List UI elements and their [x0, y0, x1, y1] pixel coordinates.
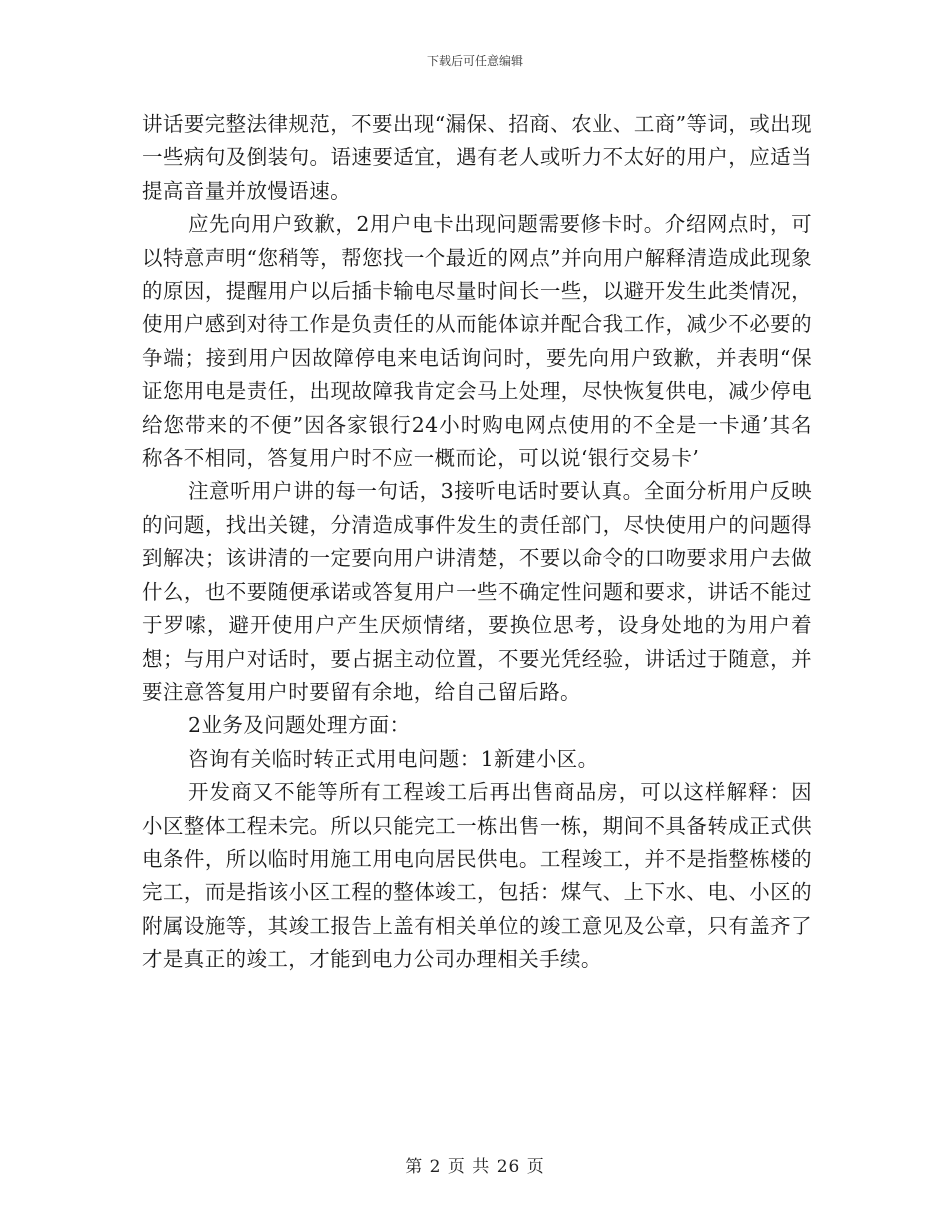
- document-body: [142, 108, 812, 977]
- paragraph-1: 讲话要完整法律规范，不要出现“漏保、招商、农业、工商”等词，或出现一些病句及倒装句。语速要适宜，遇有老人或听力不太好的用户，应适当提高音量并放慢语速。: [142, 112, 812, 203]
- paragraph-3: 注意听用户讲的每一句话，3接听电话时要认真。全面分析用户反映的问题，找出关键，分清造成事件发生的责任部门，尽快使用户的问题得到解决；该讲清的一定要向用户讲清楚，不要以命令的口吻要求用户去做什么，也不要随便承诺或答复用户一些不确定性问题和要求，讲话不能过于罗嗦，避开使用户产生厌烦情绪，要换位思考，设身处地的为用户着想；与用户对话时，要占据主动位置，不要光凭经验，讲话过于随意，并要注意答复用户时要留有余地，给自己留后路。: [142, 479, 812, 704]
- page-header: 下载后可任意编辑: [426, 54, 523, 68]
- paragraph-6: 开发商又不能等所有工程竣工后再出售商品房，可以这样解释：因小区整体工程未完。所以只能完工一栋出售一栋，期间不具备转成正式供电条件，所以临时用施工用电向居民供电。工程竣工，并不是指整栋楼的完工，而是指该小区工程的整体竣工，包括：煤气、上下水、电、小区的附属设施等，其竣工报告上盖有相关单位的竣工意见及公章，只有盖齐了才是真正的竣工，才能到电力公司办理相关手续。: [142, 780, 812, 972]
- paragraph-5: 咨询有关临时转正式用电问题：1新建小区。: [188, 746, 599, 771]
- paragraph-2: 应先向用户致歉，2用户电卡出现问题需要修卡时。介绍网点时，可以特意声明“您稍等，帮您找一个最近的网点”并向用户解释清造成此现象的原因，提醒用户以后插卡输电尽量时间长一些，以避开发生此类情况，使用户感到对待工作是负责任的从而能体谅并配合我工作，减少不必要的争端；接到用户因故障停电来电话询问时，要先向用户致歉，并表明“保证您用电是责任，出现故障我肯定会马上处理，尽快恢复供电，减少停电给您带来的不便”因各家银行24小时购电网点使用的不全是一卡通’其名称各不相同，答复用户时不应一概而论，可以说‘银行交易卡’: [142, 212, 812, 471]
- paragraph-4: 2业务及问题处理方面：: [188, 713, 411, 738]
- page-footer: 第 2 页 共 26 页: [405, 1157, 545, 1177]
